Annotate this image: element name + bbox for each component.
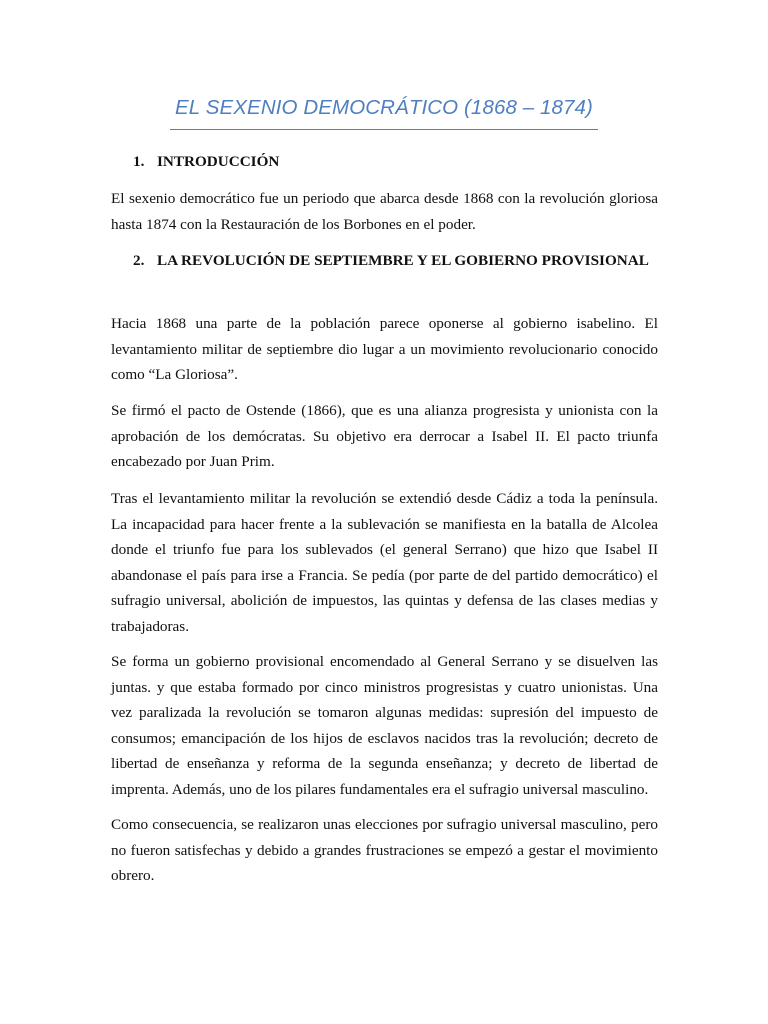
paragraph-4: Tras el levantamiento militar la revolución se extendió desde Cádiz a toda la península. La incapacidad para hacer frente a la sublevación se manifiesta en la batalla de Alcolea donde el triunfo fue para los sublevados (el general Serrano) que hizo que Isabel II abandonase el país para irse a Francia. Se pedía (por parte de del partido democrático) el sufragio universal, abolición de impuestos, las quintas y defensa de las clases medias y trabajadoras.: [111, 490, 658, 635]
section-number-1: 1.: [133, 153, 145, 170]
section-heading-1: [133, 149, 658, 174]
paragraph-1: El sexenio democrático fue un periodo que abarca desde 1868 con la revolución gloriosa hasta 1874 con la Restauración de los Borbones en el poder.: [111, 190, 658, 233]
paragraph-5: Se forma un gobierno provisional encomendado al General Serrano y se disuelven las juntas. y que estaba formado por cinco ministros progresistas y cuatro unionistas. Una vez paralizada la revolución se tomaron algunas medidas: supresión del impuesto de consumos; emancipación de los hijos de esclavos nacidos tras la revolución; decreto de libertad de enseñanza y reforma de la segunda enseñanza; y decreto de libertad de imprenta. Además, uno de los pilares fundamentales era el sufragio universal masculino.: [111, 653, 658, 798]
section-heading-2: [133, 248, 658, 273]
section-title-1: INTRODUCCIÓN: [157, 153, 280, 170]
paragraph-3: Se firmó el pacto de Ostende (1866), que es una alianza progresista y unionista con la aprobación de los demócratas. Su objetivo era derrocar a Isabel II. El pacto triunfa encabezado por Juan Prim.: [111, 402, 658, 470]
section-title-2: LA REVOLUCIÓN DE SEPTIEMBRE Y EL GOBIERNO PROVISIONAL: [157, 252, 649, 269]
section-number-2: 2.: [133, 252, 145, 269]
paragraph-2: Hacia 1868 una parte de la población parece oponerse al gobierno isabelino. El levantamiento militar de septiembre dio lugar a un movimiento revolucionario conocido como “La Gloriosa”.: [111, 315, 658, 383]
title-underline: [170, 129, 598, 130]
document-title: EL SEXENIO DEMOCRÁTICO (1868 – 1874): [175, 96, 593, 119]
paragraph-6: Como consecuencia, se realizaron unas elecciones por sufragio universal masculino, pero no fueron satisfechas y debido a grandes frustraciones se empezó a gestar el movimiento obrero.: [111, 816, 658, 884]
